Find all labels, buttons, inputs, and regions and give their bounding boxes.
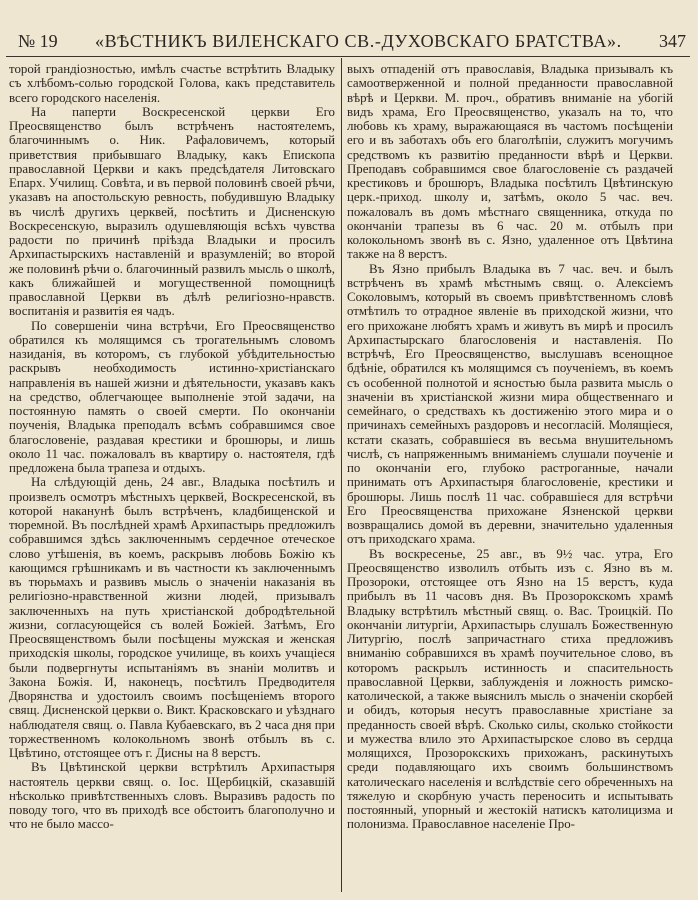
right-column [347,62,673,896]
column-divider [341,58,342,892]
journal-title: «ВѢСТНИКЪ ВИЛЕНСКАГО СВ.-ДУХОВСКАГО БРАТСТВА». [94,30,622,51]
paragraph: торой грандіозностью, имѣлъ счастье встрѣтить Владыку съ хлѣбомъ-солью городской Голова, какъ представитель всего городского населенія. [9,62,335,105]
paragraph: выхъ отпаденій отъ православія, Владыка призывалъ къ самоотверженной и полной преданности православной вѣрѣ и Церкви. М. проч., обративъ вниманіе на убогій видъ храма, Его Преосвященство, указалъ на то, что любовь къ храму, выражающаяся въ частомъ посѣщеніи его и въ заботахъ объ его благолѣпіи, служитъ могучимъ средствомъ къ развитію преданности вѣрѣ и Церкви. Преподавъ собравшимся свое благословеніе съ раздачей крестиковъ и брошюръ, Владыка посѣтилъ Цвѣтинскую церк.-приход. школу и, затѣмъ, около 5 час. веч. пожаловалъ въ домъ мѣстнаго священника, откуда по окончаніи трапезы въ 6 час. 20 м. отбылъ при колокольномъ звонѣ въ с. Язно, удаленное отъ Цвѣтина также на 8 верстъ. [347,62,673,262]
paragraph: Въ Цвѣтинской церкви встрѣтилъ Архипастыря настоятель церкви свящ. о. Іос. Щербицкій, сказавшій нѣсколько привѣтственныхъ словъ. Выразивъ радость по поводу того, что въ приходѣ все обстоитъ благополучно и что не было массо- [9,760,335,832]
page-number: 347 [659,30,686,51]
header-rule [6,56,690,57]
page-header [6,28,692,54]
paragraph: На паперти Воскресенской церкви Его Преосвященство былъ встрѣченъ настоятелемъ, благочиннымъ о. Ник. Рафаловичемъ, который приветствия прибывшаго Владыку, какъ Епископа православной Церкви и какъ предсѣдателя Литовскаго Епарх. Училищ. Совѣта, и въ первой половинѣ своей рѣчи, указавъ на апостольскую ревность, побудившую Владыку въ числѣ другихъ церквей, посѣтить и Дисненскую Воскресенскую, выразилъ одушевляющія всѣхъ чувства радости по причинѣ пріѣзда Владыки и просилъ Архипастырскихъ наставленій и вразумленій; во второй же половинѣ рѣчи о. благочинный развилъ мысль о школѣ, какъ ближайшей и могущественной помощницѣ православной Церкви въ дѣлѣ религіозно-нравств. воспитанія и развитія ея чадъ. [9,104,335,319]
issue-number: № 19 [18,30,58,51]
paragraph: На слѣдующій день, 24 авг., Владыка посѣтилъ и произвелъ осмотръ мѣстныхъ церквей, Воскресенской, въ которой наканунѣ былъ встрѣченъ, кладбищенской и тюремной. Въ послѣдней храмѣ Архипастырь предложилъ собравшимся здѣсь заключеннымъ сердечное отеческое слово утѣшенія, въ коемъ, раскрывъ любовь Божію къ кающимся грѣшникамъ и въ частности къ заключеннымъ въ тюрьмахъ и развивъ мысль о значеніи наказанія въ религіозно-нравственной жизни людей, призывалъ заключенныхъ на путь христіанской добродѣтельной жизни, согласующейся съ волей Божіей. Затѣмъ, Его Преосвященствомъ были посѣщены мужская и женская приходскія школы, городское училище, въ коихъ учащіеся были подвергнуты испытаніямъ въ знаніи молитвъ и Закона Божія. И, наконецъ, посѣтилъ Предводителя Дворянства и удостоилъ своимъ посѣщеніемъ второго свящ. Дисненской церкви о. Викт. Красковскаго и уѣзднаго наблюдателя свящ. о. Павла Кубаевскаго, въ 2 часа дня при торжественномъ колокольномъ звонѣ отбылъ въ с. Цвѣтино, отстоящее отъ г. Дисны на 8 верстъ. [9,475,335,760]
left-column [9,62,335,896]
paragraph: Въ Язно прибылъ Владыка въ 7 час. веч. и былъ встрѣченъ въ храмѣ мѣстнымъ свящ. о. Алексіемъ Соколовымъ, который въ своемъ привѣтственномъ словѣ отмѣтилъ то отрадное явленіе въ приходской жизни, что его прихожане любятъ храмъ и живутъ въ мирѣ и просилъ Архипастырскаго благословенія и наставленія. По встрѣчѣ, Его Преосвященство, выслушавъ всенощное бдѣніе, обратился къ молящимся съ поученіемъ, въ коемъ съ особенной полнотой и ясностью была развита мысль о значеніи въ христіанской жизни мира общественнаго и семейнаго, о средствахъ къ достиженію этого мира и о причинахъ семейныхъ раздоровъ и несогласій. Молящіеся, кстати сказать, собравшіеся въ весьма внушительномъ числѣ, съ напряженнымъ вниманіемъ слушали поученіе и по окончаніи его, глубоко растроганные, начали принимать отъ Архипастыря благословеніе, крестики и брошюры. Лишь послѣ 11 час. собравшіеся для встрѣчи Его Преосвященства прихожане Язненской церкви возвращались домой въ деревни, значительно удаленныя отъ приходскаго храма. [347,261,673,547]
paragraph: По совершеніи чина встрѣчи, Его Преосвященство обратился къ молящимся съ трогательнымъ словомъ назиданія, въ которомъ, съ глубокой убѣдительностью раскрывъ необходимость истинно-христіанскаго направленія въ нашей жизни и дѣятельности, указавъ какъ на средство, облегчающее выполненіе этой задачи, на постоянную память о своей смерти. По окончаніи поученія, Владыка преподалъ всѣмъ собравшимся свое благословеніе, раздавая крестики и брошюры, и лишь около 11 час. пожаловалъ въ квартиру о. настоятеля, гдѣ предложена была трапеза и отдыхъ. [9,318,335,475]
paragraph: Въ воскресенье, 25 авг., въ 9½ час. утра, Его Преосвященство изволилъ отбыть изъ с. Язно въ м. Прозороки, отстоящее отъ Язно на 15 верстъ, куда прибылъ въ 11 часовъ дня. Въ Прозорокскомъ храмѣ Владыку встрѣтилъ мѣстный свящ. о. Вас. Троицкій. По окончаніи литургіи, Архипастырь слушалъ Божественную Литургію, послѣ запричастнаго стиха предложивъ вниманію собравшихся въ храмѣ поучительное слово, въ которомъ раскрылъ истинность и спасительность православной Церкви, заблужденія и ложность римско-католической, а также выяснилъ мысль о значеніи скорбей и обидъ, которыя несутъ православные христіане за преданность своей вѣрѣ. Сколько силы, сколько стойкости и мужества влило это Архипастырское слово въ сердца молящихся, Прозорокскихъ прихожанъ, раскинутыхъ среди подавляющаго ихъ своимъ большинствомъ католическаго населенія и вслѣдствіе сего обреченныхъ на тяжелую и скорбную участь переносить и испытывать постоянный, упорный и жестокій натискъ католицизма и полонизма. Православное населеніе Про- [347,546,673,832]
